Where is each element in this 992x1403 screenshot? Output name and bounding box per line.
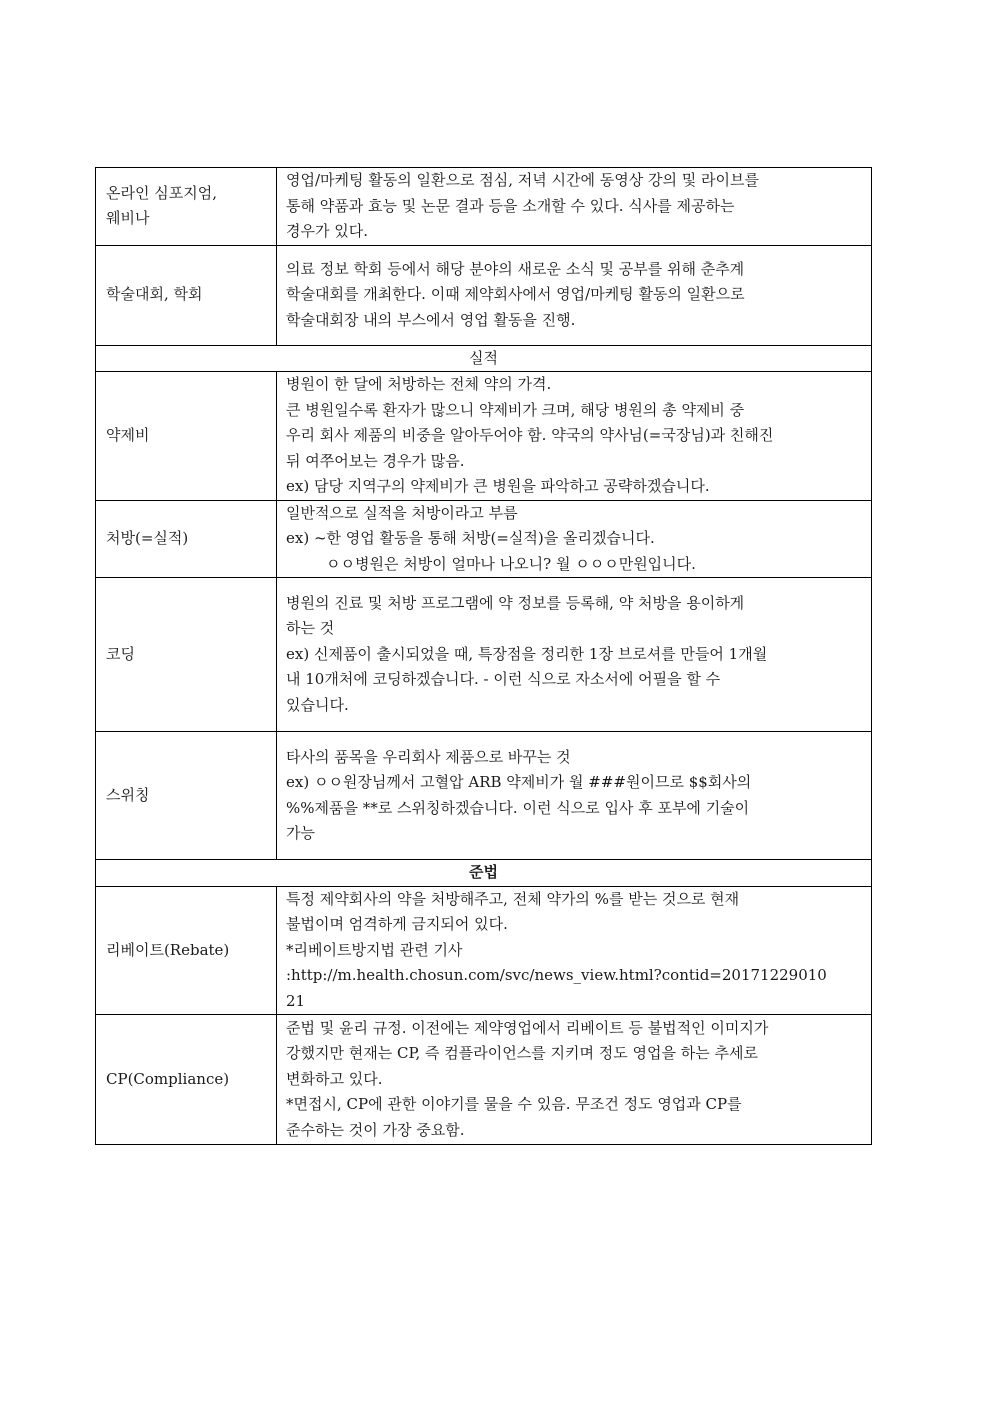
term-cell — [96, 372, 277, 501]
term-cell — [96, 168, 277, 246]
description-line: ex) 담당 지역구의 약제비가 큰 병원을 파악하고 공략하겠습니다. — [286, 477, 710, 495]
term-text: 처방(=실적) — [106, 529, 189, 547]
description-line: 영업/마케팅 활동의 일환으로 점심, 저녁 시간에 동영상 강의 및 라이브를 — [286, 171, 759, 189]
description-line: 준법 및 윤리 규정. 이전에는 제약영업에서 리베이트 등 불법적인 이미지가 — [286, 1018, 769, 1037]
term-text: 스위칭 — [106, 785, 150, 804]
description-cell — [277, 372, 872, 501]
article-link-text: :http://m.health.chosun.com/svc/news_view.html?contid=20171229010 — [286, 966, 827, 984]
description-line: 뒤 여쭈어보는 경우가 많음. — [286, 451, 465, 470]
description-line: 가능 — [286, 824, 315, 842]
description-line: 병원이 한 달에 처방하는 전체 약의 가격. — [286, 375, 552, 393]
table-row — [96, 500, 872, 578]
description-line: 변화하고 있다. — [286, 1069, 383, 1088]
description-line: 통해 약품과 효능 및 논문 결과 등을 소개할 수 있다. 식사를 제공하는 — [286, 196, 735, 215]
description-cell — [277, 500, 872, 578]
term-cell — [96, 500, 277, 578]
description-line: *리베이트방지법 관련 기사 — [286, 940, 463, 959]
term-text: 학술대회, 학회 — [106, 285, 203, 304]
term-cell — [96, 245, 277, 345]
term-text: 약제비 — [106, 426, 150, 444]
description-line: 하는 것 — [286, 619, 335, 638]
description-line: 있습니다. — [286, 695, 349, 714]
description-line: 우리 회사 제품의 비중을 알아두어야 함. 약국의 약사님(=국장님)과 친해진 — [286, 426, 774, 444]
term-text: 온라인 심포지엄, — [106, 183, 217, 202]
description-cell — [277, 245, 872, 345]
term-text: 코딩 — [106, 644, 135, 663]
description-line: 불법이며 엄격하게 금지되어 있다. — [286, 915, 508, 933]
description-line: 내 10개처에 코딩하겠습니다. - 이런 식으로 자소서에 어필을 할 수 — [286, 670, 721, 689]
table-row — [96, 372, 872, 501]
description-line: 강했지만 현재는 CP, 즉 컴플라이언스를 지키며 정도 영업을 하는 추세로 — [286, 1044, 758, 1063]
description-line: 큰 병원일수록 환자가 많으니 약제비가 크며, 해당 병원의 총 약제비 중 — [286, 400, 745, 419]
term-cell — [96, 886, 277, 1015]
section-title-performance: 실적 — [96, 345, 872, 372]
article-link-text: 21 — [286, 991, 306, 1010]
term-cell — [96, 732, 277, 860]
term-text: 웨비나 — [106, 209, 150, 228]
description-line: 의료 정보 학회 등에서 해당 분야의 새로운 소식 및 공부를 위해 춘추계 — [286, 259, 745, 278]
description-line: 타사의 품목을 우리회사 제품으로 바꾸는 것 — [286, 747, 571, 766]
description-cell — [277, 578, 872, 732]
description-line: 학술대회장 내의 부스에서 영업 활동을 진행. — [286, 310, 576, 329]
description-cell — [277, 732, 872, 860]
section-header-row — [96, 860, 872, 887]
description-line: ex) ~한 영업 활동을 통해 처방(=실적)을 올리겠습니다. — [286, 529, 655, 547]
description-cell — [277, 1015, 872, 1145]
table-row — [96, 1015, 872, 1145]
section-header-row — [96, 345, 872, 372]
description-line: %%제품을 **로 스위칭하겠습니다. 이런 식으로 입사 후 포부에 기술이 — [286, 798, 750, 817]
description-line: 특정 제약회사의 약을 처방해주고, 전체 약가의 %를 받는 것으로 현재 — [286, 889, 740, 908]
table-row — [96, 245, 872, 345]
description-line: 경우가 있다. — [286, 222, 368, 240]
table-row — [96, 886, 872, 1015]
description-line: 준수하는 것이 가장 중요함. — [286, 1120, 465, 1139]
description-line: 일반적으로 실적을 처방이라고 부름 — [286, 503, 518, 522]
table-row — [96, 168, 872, 246]
term-text: 리베이트(Rebate) — [106, 940, 230, 959]
table-row — [96, 578, 872, 732]
term-cell — [96, 578, 277, 732]
description-line: 병원의 진료 및 처방 프로그램에 약 정보를 등록해, 약 처방을 용이하게 — [286, 593, 745, 612]
term-cell — [96, 1015, 277, 1145]
description-line: ㅇㅇ병원은 처방이 얼마나 나오니? 월 ㅇㅇㅇ만원입니다. — [326, 554, 696, 573]
table-row — [96, 732, 872, 860]
description-cell — [277, 168, 872, 246]
section-title-compliance: 준법 — [96, 860, 872, 887]
description-line: 학술대회를 개최한다. 이때 제약회사에서 영업/마케팅 활동의 일환으로 — [286, 285, 745, 304]
term-text: CP(Compliance) — [106, 1069, 230, 1088]
description-line: ex) 신제품이 출시되었을 때, 특장점을 정리한 1장 브로셔를 만들어 1개월 — [286, 644, 768, 663]
description-line: *면접시, CP에 관한 이야기를 물을 수 있음. 무조건 정도 영업과 CP를 — [286, 1095, 742, 1114]
description-cell — [277, 886, 872, 1015]
description-line: ex) ㅇㅇ원장님께서 고혈압 ARB 약제비가 월 ###원이므로 $$회사의 — [286, 773, 752, 791]
glossary-table — [95, 167, 872, 1145]
